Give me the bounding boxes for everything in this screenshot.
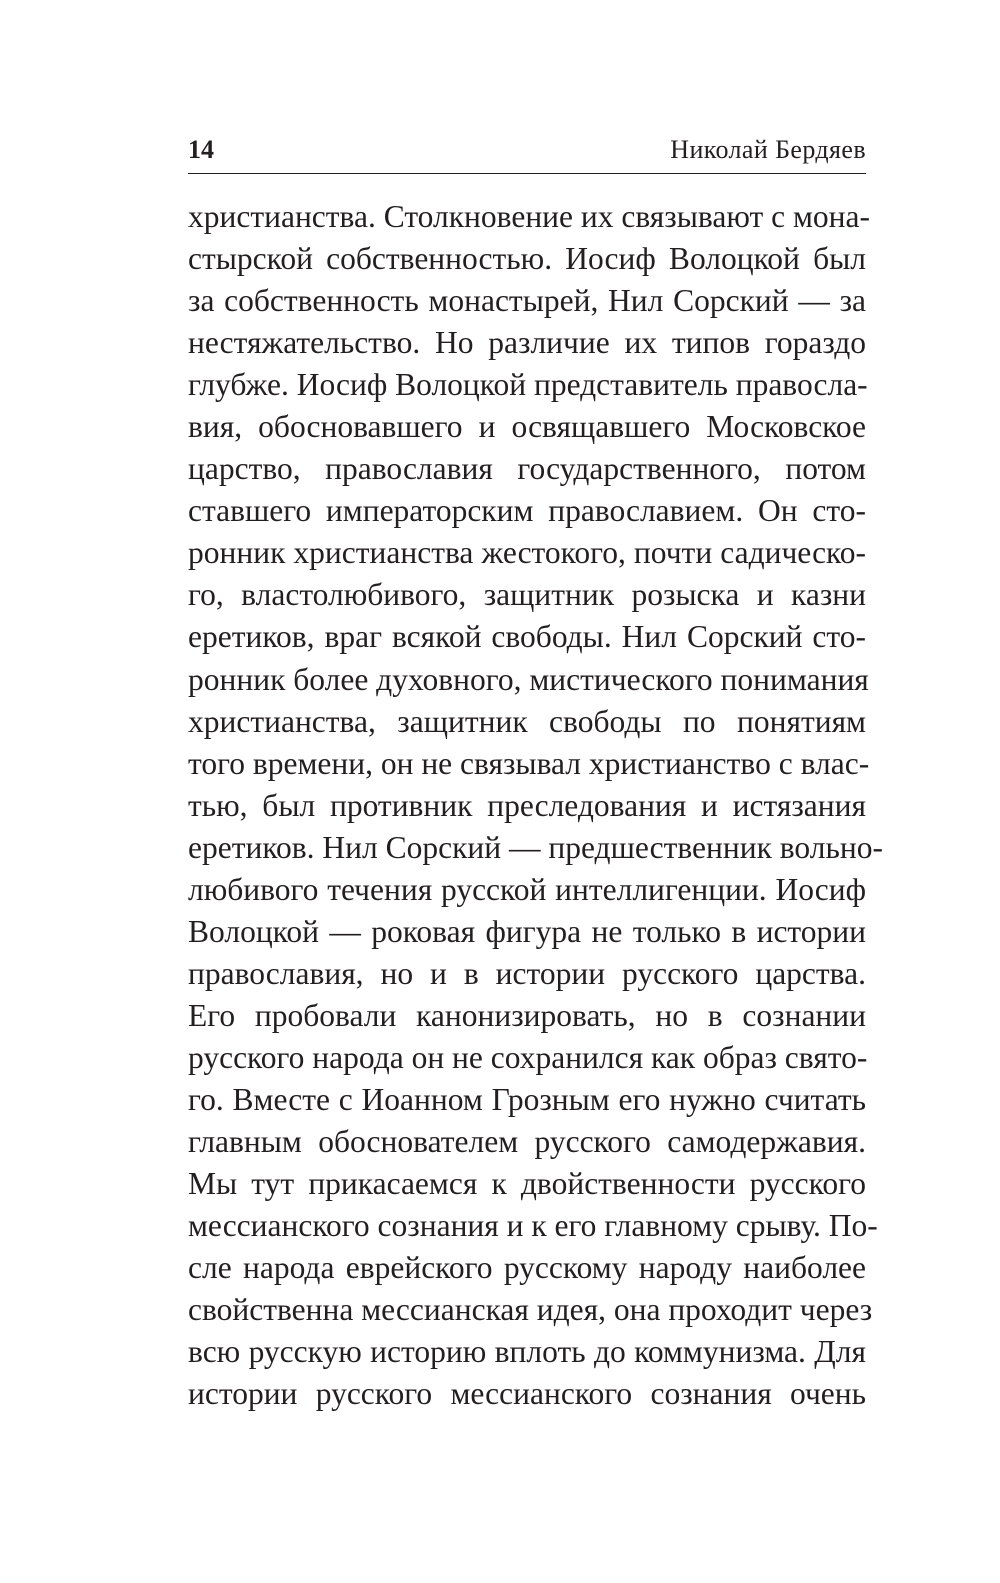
text-line: мессианского сознания и к его главному срыву. По- bbox=[188, 1208, 878, 1244]
text-line: любивого течения русской интеллигенции. Иосиф bbox=[188, 871, 866, 907]
text-line: христианства. Столкновение их связывают с мона- bbox=[188, 199, 870, 234]
text-line: истории русского мессианского сознания очень bbox=[188, 1376, 866, 1412]
text-line: ставшего императорским православием. Он сто- bbox=[188, 493, 866, 529]
header-rule bbox=[188, 173, 866, 174]
text-line: Волоцкой — роковая фигура не только в истории bbox=[188, 913, 866, 949]
text-line: тью, был противник преследования и истязания bbox=[188, 787, 866, 823]
text-line: главным обоснователем русского самодержавия. bbox=[188, 1124, 866, 1160]
running-head bbox=[188, 130, 866, 170]
text-line: того времени, он не связывал христианство с влас- bbox=[188, 745, 870, 781]
page-number: 14 bbox=[188, 135, 214, 164]
text-line: го. Вместе с Иоанном Грозным его нужно считать bbox=[188, 1081, 866, 1117]
text-line: всю русскую историю вплоть до коммунизма. Для bbox=[188, 1334, 866, 1370]
text-line: за собственность монастырей, Нил Сорский — за bbox=[188, 283, 866, 319]
text-line: сле народа еврейского русскому народу наиболее bbox=[188, 1250, 866, 1286]
text-line: го, властолюбивого, защитник розыска и казни bbox=[188, 577, 866, 613]
text-line: русского народа он не сохранился как образ свято- bbox=[188, 1039, 868, 1075]
text-line: еретиков, враг всякой свободы. Нил Сорский сто- bbox=[188, 619, 866, 655]
text-line: глубже. Иосиф Волоцкой представитель правосла- bbox=[188, 367, 868, 403]
text-line: свойственна мессианская идея, она проходит через bbox=[188, 1292, 873, 1328]
body-text bbox=[188, 196, 883, 1415]
text-line: православия, но и в истории русского царства. bbox=[188, 955, 866, 991]
running-head-author: Николай Бердяев bbox=[670, 135, 866, 164]
text-line: христианства, защитник свободы по понятиям bbox=[188, 703, 866, 739]
text-line: стырской собственностью. Иосиф Волоцкой был bbox=[188, 241, 866, 277]
text-line: Его пробовали канонизировать, но в сознании bbox=[188, 997, 866, 1033]
text-line: ронник более духовного, мистического понимания bbox=[188, 661, 869, 697]
text-line: Мы тут прикасаемся к двойственности русского bbox=[188, 1166, 866, 1202]
text-line: вия, обосновавшего и освящавшего Московское bbox=[188, 409, 866, 445]
text-line: нестяжательство. Но различие их типов гораздо bbox=[188, 325, 866, 361]
text-line: ронник христианства жестокого, почти садическо- bbox=[188, 535, 866, 571]
text-line: царство, православия государственного, потом bbox=[188, 451, 866, 487]
text-line: еретиков. Нил Сорский — предшественник вольно- bbox=[188, 829, 883, 865]
